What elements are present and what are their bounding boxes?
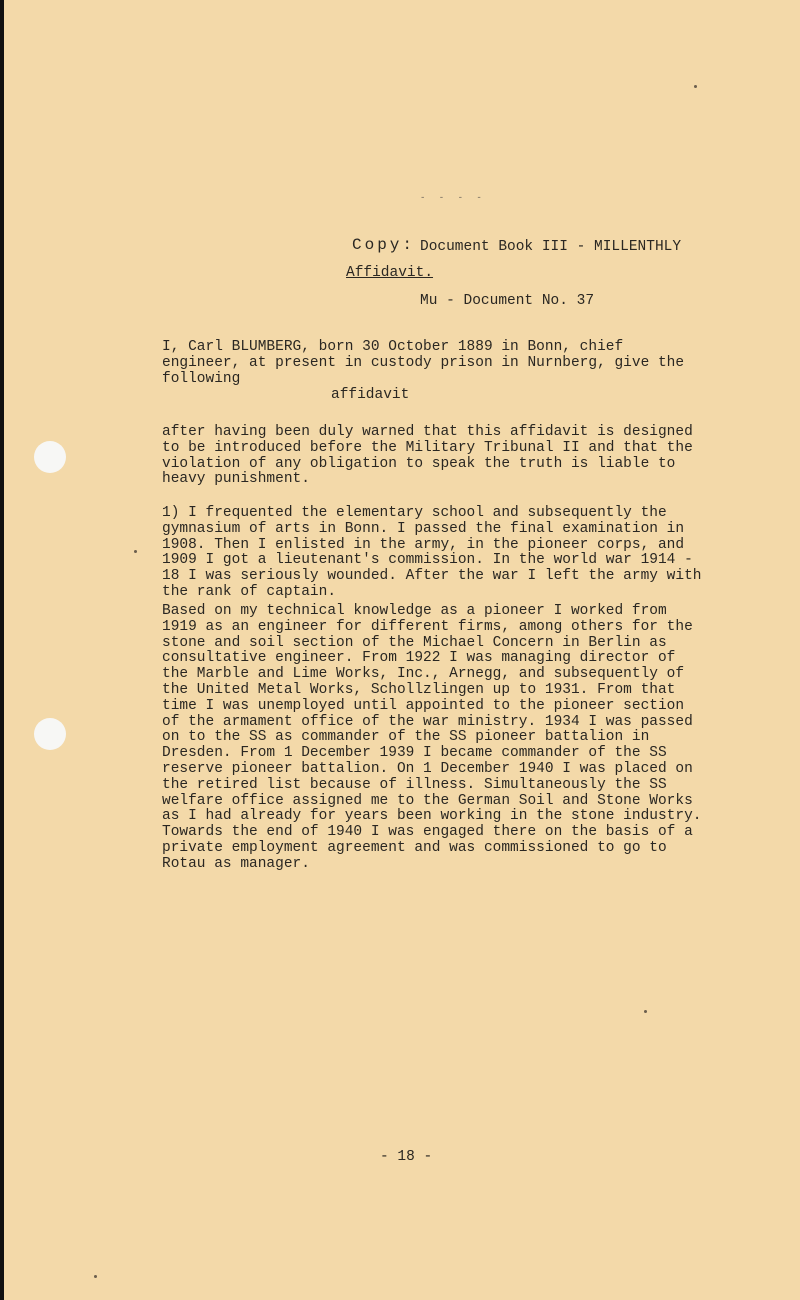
copy-label: Copy: xyxy=(352,236,416,254)
warning-paragraph: after having been duly warned that this affidavit is designed to be introduced before the Military Tribunal II and that the violation of any obligation to speak the truth is liable to heavy punishment. xyxy=(162,424,693,488)
header-line-1: Document Book III - MILLENTHLY xyxy=(420,239,682,255)
paragraph-1: 1) I frequented the elementary school and subsequently the gymnasium of arts in Bonn. I passed the final examination in 1908. Then I enlisted in the army, in the pioneer corps, and 1909 I got a lieutenant's commission. In the world war 1914 - 18 I was seriously wounded. After the war I left the army with the rank of captain. xyxy=(162,505,702,600)
punch-hole-top xyxy=(34,441,66,473)
intro-paragraph: I, Carl BLUMBERG, born 30 October 1889 in Bonn, chief engineer, at present in custody prison in Nurnberg, give the following xyxy=(162,339,685,387)
punch-hole-bottom xyxy=(34,718,66,750)
header-line-2: Mu - Document No. 37 xyxy=(420,293,595,309)
paper-speck xyxy=(94,1275,97,1278)
paragraph-2: Based on my technical knowledge as a pioneer I worked from 1919 as an engineer for different firms, among others for the stone and soil section of the Michael Concern in Berlin as consultative engineer. From 1922 I was managing director of the Marble and Lime Works, Inc., Arnegg, and subsequently of the United Metal Works, Schollzlingen up to 1931. From that time I was unemployed until appointed to the pioneer section of the armament office of the war ministry. 1934 I was passed on to the SS as commander of the SS pioneer battalion in Dresden. From 1 December 1939 I became commander of the SS reserve pioneer battalion. On 1 December 1940 I was placed on the retired list because of illness. Simultaneously the SS welfare office assigned me to the German Soil and Stone Works as I had already for years been working in the stone industry. Towards the end of 1940 I was engaged there on the basis of a private employment agreement and was commissioned to go to Rotau as manager. xyxy=(162,603,702,872)
page-number: - 18 - xyxy=(380,1149,433,1165)
paper-speck xyxy=(644,1010,647,1013)
affidavit-heading: affidavit xyxy=(331,387,410,403)
document-page xyxy=(4,0,800,1300)
header-mark: - - - - xyxy=(420,193,486,203)
paper-speck xyxy=(134,550,137,553)
document-title: Affidavit. xyxy=(346,265,434,281)
paper-speck xyxy=(694,85,697,88)
document-header xyxy=(420,158,681,346)
